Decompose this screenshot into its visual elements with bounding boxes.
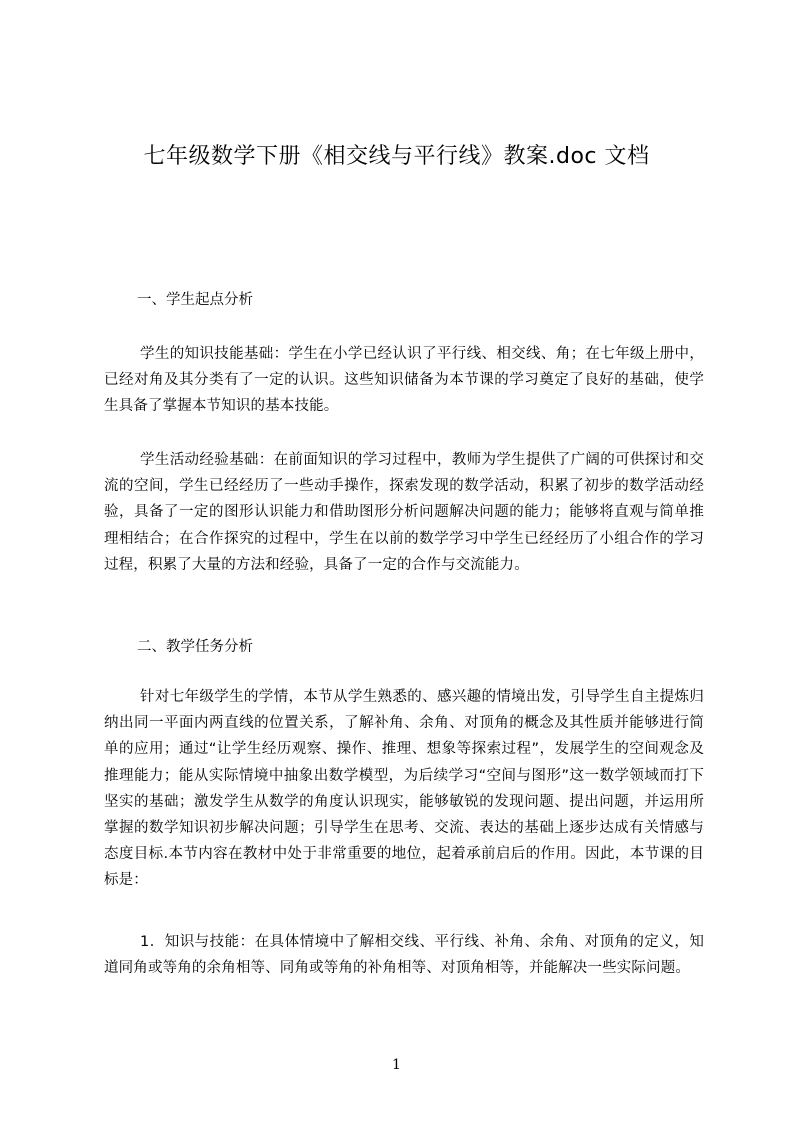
paragraph-activity-experience: 学生活动经验基础：在前面知识的学习过程中，教师为学生提供了广阔的可供探讨和交流的空间，学生已经经历了一些动手操作，探索发现的数学活动，积累了初步的数学活动经验，具备了一定的图形认识能力和借助图形分析问题解决问题的能力；能够将直观与简单推理相结合；在合作探究的过程中，学生在以前的数学学习中学生已经经历了小组合作的学习过程，积累了大量的方法和经验，具备了一定的合作与交流能力。 — [104, 452, 704, 573]
section-heading-task-analysis: 二、教学任务分析 — [137, 639, 253, 655]
section-heading-student-analysis: 一、学生起点分析 — [137, 292, 253, 308]
paragraph-knowledge-skills-goal: 1．知识与技能：在具体情境中了解相交线、平行线、补角、余角、对顶角的定义，知道同角或等角的余角相等、同角或等角的补角相等、对顶角相等，并能解决一些实际问题。 — [104, 934, 704, 977]
paragraph-task-analysis: 针对七年级学生的学情，本节从学生熟悉的、感兴趣的情境出发，引导学生自主提炼归纳出同一平面内两直线的位置关系，了解补角、余角、对顶角的概念及其性质并能够进行简单的应用；通过“让学生经历观察、操作、推理、想象等探索过程”，发展学生的空间观念及推理能力；能从实际情境中抽象出数学模型，为后续学习“空间与图形”这一数学领域而打下坚实的基础；激发学生从数学的角度认识现实，能够敏锐的发现问题、提出问题，并运用所掌握的数学知识初步解决问题；引导学生在思考、交流、表达的基础上逐步达成有关情感与态度目标.本节内容在教材中处于非常重要的地位，起着承前启后的作用。因此，本节课的目标是： — [104, 689, 704, 889]
document-title: 七年级数学下册《相交线与平行线》教案.doc 文档 — [143, 144, 650, 169]
page-number: 1 — [392, 1057, 401, 1073]
paragraph-knowledge-foundation: 学生的知识技能基础：学生在小学已经认识了平行线、相交线、角；在七年级上册中，已经对角及其分类有了一定的认识。这些知识储备为本节课的学习奠定了良好的基础，使学生具备了掌握本节知识的基本技能。 — [104, 346, 704, 415]
